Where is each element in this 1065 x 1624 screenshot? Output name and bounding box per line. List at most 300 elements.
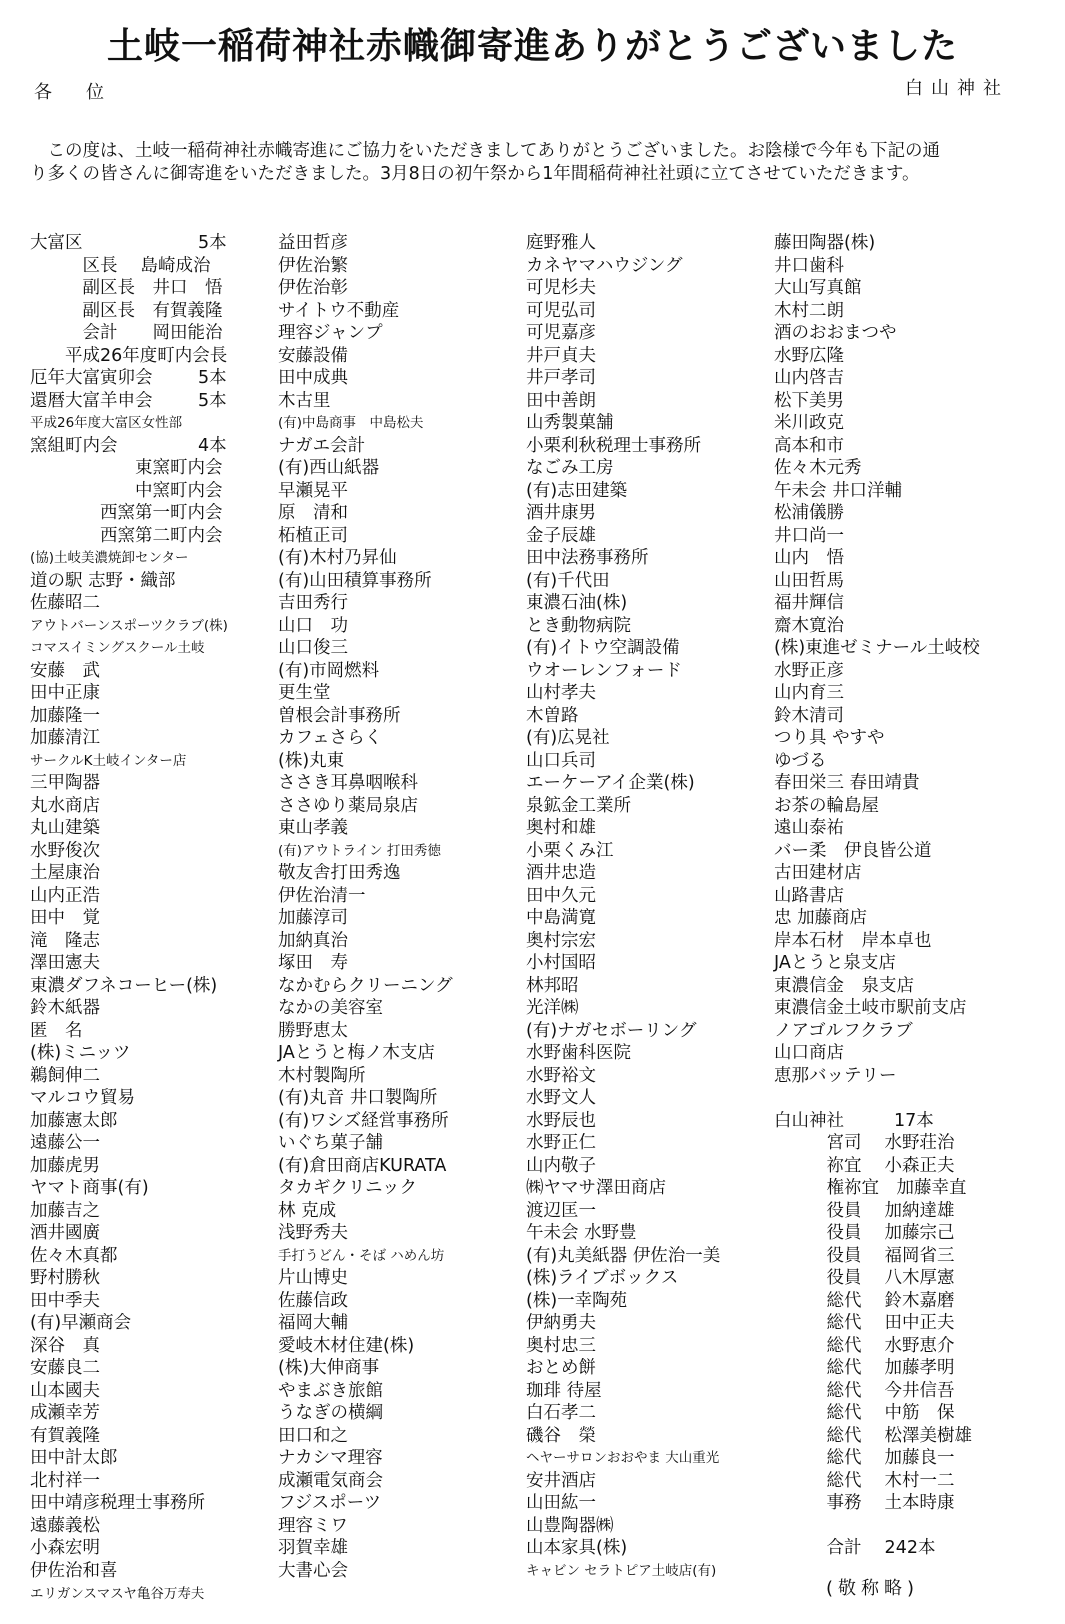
donor-name: 総代 今井信吾: [774, 1380, 955, 1401]
donor-name: なかむらクリーニング: [278, 975, 453, 996]
donor-entry: [278, 570, 518, 593]
donor-name: 区長 島崎成治: [30, 255, 211, 276]
donor-name: 林 克成: [278, 1200, 337, 1221]
donor-entry: [278, 412, 518, 435]
donor-entry: [774, 480, 1034, 503]
donor-name: 山豊陶器㈱: [526, 1515, 614, 1536]
donor-entry: [774, 547, 1034, 570]
donor-name: 東濃石油(株): [526, 593, 628, 613]
donor-entry: [526, 300, 766, 323]
donor-name: なかの美容室: [278, 998, 383, 1018]
donor-entry: [526, 1447, 766, 1470]
donor-name: 厄年大富寅卯会: [30, 368, 153, 388]
donor-name: 庭野雅人: [526, 233, 596, 253]
banner-count: 5本: [198, 233, 227, 253]
donor-name: 中島満寛: [526, 908, 596, 928]
donor-entry: [526, 862, 766, 885]
donor-entry: [526, 232, 766, 255]
donor-entry: [30, 1470, 260, 1493]
banner-count: 5本: [198, 390, 227, 411]
donor-column-4: [774, 232, 1034, 1560]
donor-name: 浅野秀夫: [278, 1223, 348, 1243]
donor-entry: [526, 1087, 766, 1110]
donor-entry: [526, 390, 766, 413]
donor-name: 木村二朗: [774, 300, 844, 321]
donor-name: 役員 福岡省三: [774, 1245, 955, 1266]
donor-entry: [774, 1087, 1034, 1110]
donor-name: 中窯町内会: [30, 480, 223, 501]
donor-entry: [526, 277, 766, 300]
donor-name: 東山孝義: [278, 818, 348, 838]
donor-entry: [526, 615, 766, 638]
donor-name: タカギクリニック: [278, 1178, 417, 1198]
donor-entry: [278, 885, 518, 908]
donor-name: 午未会 井口洋輔: [774, 480, 903, 501]
donor-entry: [30, 1222, 260, 1245]
donor-name: (株)大伸商事: [278, 1358, 380, 1378]
donor-entry: [278, 1380, 518, 1403]
donor-entry: [526, 1560, 766, 1583]
donor-name: 伊納勇夫: [526, 1313, 596, 1333]
donor-name: 敬友舎打田秀逸: [278, 863, 401, 883]
donor-entry: [278, 1515, 518, 1538]
donor-name: 岸本石材 岸本卓也: [774, 930, 932, 951]
donor-name: 山本家具(株): [526, 1538, 628, 1558]
donor-name: 山田紘一: [526, 1493, 596, 1513]
donor-entry: [526, 1492, 766, 1515]
donor-name: 東窯町内会: [30, 458, 223, 478]
donor-entry: [526, 1515, 766, 1538]
donor-name: 愛岐木材住建(株): [278, 1335, 415, 1356]
donor-entry: [774, 300, 1034, 323]
donor-entry: [526, 1470, 766, 1493]
donor-entry: [774, 232, 1034, 255]
donor-entry: [278, 345, 518, 368]
donor-entry: [278, 1335, 518, 1358]
donor-name: 深谷 真: [30, 1335, 100, 1356]
donor-entry: [774, 1177, 1034, 1200]
donor-name: 山本國夫: [30, 1380, 100, 1401]
donor-entry: [774, 997, 1034, 1020]
donor-name: 還暦大富羊申会: [30, 390, 153, 411]
donor-entry: [774, 795, 1034, 818]
donor-entry: [774, 1447, 1034, 1470]
donor-entry: [278, 1155, 518, 1178]
donor-entry: [30, 1087, 260, 1110]
donor-name: 遠藤公一: [30, 1133, 100, 1153]
donor-entry: [774, 1380, 1034, 1403]
donor-entry: [30, 817, 260, 840]
donor-name: 加藤淳司: [278, 908, 348, 928]
donor-name: 柘植正司: [278, 525, 348, 546]
donor-name: 事務 土本時康: [774, 1493, 955, 1513]
donor-name: 総代 加藤良一: [774, 1448, 955, 1468]
donor-name: 水野俊次: [30, 840, 100, 861]
donor-name: (株)ミニッツ: [30, 1043, 131, 1063]
donor-entry: [30, 885, 260, 908]
donor-name: ナカシマ理容: [278, 1448, 383, 1468]
donor-name: 古田建材店: [774, 863, 862, 883]
donor-entry: [526, 930, 766, 953]
page-title: 土岐一稲荷神社赤幟御寄進ありがとうございました: [106, 26, 958, 67]
donor-name: 加藤虎男: [30, 1155, 100, 1176]
donor-name: 山村孝夫: [526, 683, 596, 703]
donor-entry: [278, 547, 518, 570]
donor-name: ノアゴルフクラブ: [774, 1020, 913, 1041]
donor-entry: [30, 1560, 260, 1583]
donor-name: うなぎの横綱: [278, 1403, 383, 1423]
donor-entry: [278, 1177, 518, 1200]
donor-entry: [278, 907, 518, 930]
donor-entry: [526, 1290, 766, 1313]
donor-entry: [30, 952, 260, 975]
donor-entry: [278, 615, 518, 638]
donor-entry: [526, 750, 766, 773]
donor-entry: [278, 1020, 518, 1043]
donor-name: 佐々木真都: [30, 1245, 118, 1266]
donor-name: 片山博史: [278, 1268, 348, 1288]
donor-entry: [774, 1515, 1034, 1538]
donor-entry: [30, 975, 260, 998]
donor-entry: [30, 1515, 260, 1538]
donor-name: やまぶき旅館: [278, 1380, 383, 1401]
donor-name: 土屋康治: [30, 863, 100, 883]
donor-entry: [774, 1335, 1034, 1358]
donor-name: 山口兵司: [526, 750, 596, 771]
donor-name: 伊佐治繁: [278, 255, 348, 276]
donor-name: 午未会 水野豊: [526, 1223, 637, 1243]
donor-entry: [278, 1447, 518, 1470]
donor-name: コマスイミングスクール土岐: [30, 640, 205, 656]
donor-name: 福井輝信: [774, 593, 844, 613]
donor-entry: [30, 1200, 260, 1223]
closing-note: (敬称略): [826, 1578, 920, 1599]
donor-entry: [774, 772, 1034, 795]
donor-name: 可児弘司: [526, 300, 596, 321]
donor-name: つり具 やすや: [774, 728, 885, 748]
donor-name: 金子辰雄: [526, 525, 596, 546]
donor-entry: [278, 975, 518, 998]
donor-entry: [30, 412, 260, 435]
donor-name: 手打うどん・そば ハめん坊: [278, 1247, 445, 1264]
donor-name: 田口和之: [278, 1425, 348, 1446]
donor-entry: [278, 502, 518, 525]
donor-entry: [278, 255, 518, 278]
donor-name: 齋木寛治: [774, 615, 844, 636]
donor-name: 山内 悟: [774, 548, 844, 568]
donor-entry: [30, 1312, 260, 1335]
donor-entry: [774, 862, 1034, 885]
donor-name: 理容ミワ: [278, 1515, 348, 1536]
donor-entry: [30, 682, 260, 705]
donor-name: 山口 功: [278, 615, 348, 636]
donor-name: 白石孝二: [526, 1403, 596, 1423]
donor-entry: [278, 1200, 518, 1223]
donor-name: 役員 加藤宗己: [774, 1223, 955, 1243]
donor-entry: [774, 840, 1034, 863]
donor-name: 安井酒店: [526, 1470, 596, 1491]
donor-name: JAとうと梅ノ木支店: [278, 1043, 435, 1063]
donor-entry: [774, 682, 1034, 705]
donor-entry: [278, 1110, 518, 1133]
donor-entry: [278, 1425, 518, 1448]
donor-entry: [278, 592, 518, 615]
intro-line: り多くの皆さんに御寄進をいただきました。3月8日の初午祭から1年間稲荷神社社頭に立てさせていただきます。: [30, 164, 920, 184]
donor-name: 山内啓吉: [774, 368, 844, 388]
donor-entry: [278, 1087, 518, 1110]
donor-entry: [30, 1357, 260, 1380]
donor-name: 田中久元: [526, 885, 596, 906]
donor-name: ナガエ会計: [278, 435, 366, 456]
donor-name: 田中善朗: [526, 390, 596, 411]
donor-name: 澤田憲夫: [30, 953, 100, 973]
donor-entry: [526, 1222, 766, 1245]
donor-entry: [774, 727, 1034, 750]
donor-name: 酒井國廣: [30, 1223, 100, 1243]
donor-entry: [526, 727, 766, 750]
donor-entry: [774, 885, 1034, 908]
donor-entry: [278, 1222, 518, 1245]
donor-entry: [278, 705, 518, 728]
donor-name: 羽賀幸雄: [278, 1538, 348, 1558]
donor-name: カネヤマハウジング: [526, 255, 683, 276]
donor-name: 松浦儀勝: [774, 503, 844, 523]
banner-count: 5本: [198, 368, 227, 388]
donor-entry: [774, 1470, 1034, 1493]
donor-entry: [774, 1312, 1034, 1335]
donor-name: 珈琲 待屋: [526, 1380, 602, 1401]
donor-entry: [30, 502, 260, 525]
donor-name: ヤマト商事(有): [30, 1178, 149, 1198]
donor-entry: [526, 1200, 766, 1223]
donor-name: 吉田秀行: [278, 593, 348, 613]
donor-entry: [774, 390, 1034, 413]
donor-name: おとめ餅: [526, 1358, 596, 1378]
donor-entry: [30, 615, 260, 638]
donor-entry: [30, 1245, 260, 1268]
donor-name: 小栗くみ江: [526, 840, 614, 861]
donor-name: バー柔 伊良皆公道: [774, 840, 932, 861]
donor-entry: [526, 412, 766, 435]
donor-entry: [774, 1110, 1034, 1133]
donor-name: (有)志田建築: [526, 480, 628, 501]
donor-name: 水野正仁: [526, 1133, 596, 1153]
donor-name: 高本和市: [774, 435, 844, 456]
donor-entry: [30, 1020, 260, 1043]
donor-name: 平成26年度大富区女性部: [30, 415, 183, 431]
donor-name: 山口商店: [774, 1043, 844, 1063]
donor-name: 遠藤義松: [30, 1515, 100, 1536]
donor-entry: [774, 592, 1034, 615]
donor-entry: [526, 1110, 766, 1133]
donor-name: 可児杉夫: [526, 278, 596, 298]
donor-name: 米川政克: [774, 413, 844, 433]
donor-name: いぐち菓子舗: [278, 1133, 383, 1153]
donor-name: (有)中島商事 中島松夫: [278, 415, 424, 431]
donor-entry: [526, 1335, 766, 1358]
donor-name: 総代 加藤孝明: [774, 1358, 955, 1378]
donor-entry: [30, 367, 260, 390]
donor-entry: [774, 277, 1034, 300]
donor-entry: [30, 547, 260, 570]
donor-entry: [774, 1200, 1034, 1223]
sender-name: 白山神社: [905, 78, 1009, 99]
donor-entry: [30, 1042, 260, 1065]
donor-entry: [30, 255, 260, 278]
donor-entry: [774, 975, 1034, 998]
donor-entry: [278, 1312, 518, 1335]
donor-name: ささゆり薬局泉店: [278, 795, 418, 816]
donor-name: 水野文人: [526, 1088, 596, 1108]
donor-name: 奥村宗宏: [526, 930, 596, 951]
donor-entry: [30, 1177, 260, 1200]
donor-entry: [774, 952, 1034, 975]
donor-name: なごみ工房: [526, 458, 614, 478]
donor-name: (有)倉田商店KURATA: [278, 1155, 447, 1176]
donor-entry: [278, 232, 518, 255]
donor-entry: [30, 997, 260, 1020]
donor-entry: [774, 570, 1034, 593]
donor-entry: [278, 435, 518, 458]
donor-entry: [774, 817, 1034, 840]
donor-entry: [774, 660, 1034, 683]
donor-entry: [278, 322, 518, 345]
donor-name: 山口俊三: [278, 638, 348, 658]
donor-name: (協)土岐美濃焼卸センター: [30, 550, 189, 566]
donor-entry: [526, 322, 766, 345]
donor-entry: [526, 502, 766, 525]
donor-name: 山内正浩: [30, 885, 100, 906]
donor-name: 安藤設備: [278, 345, 348, 366]
donor-name: (株)東進ゼミナール土岐校: [774, 638, 980, 658]
donor-name: 道の駅 志野・織部: [30, 570, 176, 591]
donor-entry: [278, 772, 518, 795]
donor-name: 勝野恵太: [278, 1020, 348, 1041]
donor-entry: [278, 727, 518, 750]
donor-name: 田中正康: [30, 683, 100, 703]
donor-name: 西窯第二町内会: [30, 525, 223, 546]
donor-name: 渡辺匡一: [526, 1200, 596, 1221]
donor-name: (有)ナガセボーリング: [526, 1020, 697, 1041]
donor-name: 酒井忠造: [526, 863, 596, 883]
donor-entry: [774, 525, 1034, 548]
donor-name: 有賀義隆: [30, 1425, 100, 1446]
donor-name: 佐藤昭二: [30, 593, 100, 613]
donor-name: 加藤隆一: [30, 705, 100, 726]
donor-entry: [30, 1447, 260, 1470]
donor-entry: [30, 300, 260, 323]
donor-entry: [774, 502, 1034, 525]
donor-name: 東濃ダフネコーヒー(株): [30, 975, 218, 996]
donor-entry: [526, 1425, 766, 1448]
donor-entry: [526, 1312, 766, 1335]
donor-entry: [30, 592, 260, 615]
donor-name: 木曽路: [526, 705, 579, 726]
donor-entry: [30, 1537, 260, 1560]
donor-name: 田中計太郎: [30, 1448, 118, 1468]
donor-entry: [278, 750, 518, 773]
donor-name: 鈴木紙器: [30, 998, 100, 1018]
donor-name: キャビン セラトピア土岐店(有): [526, 1562, 717, 1579]
donor-entry: [30, 1132, 260, 1155]
donor-entry: [278, 1357, 518, 1380]
donor-entry: [30, 705, 260, 728]
donor-entry: [278, 817, 518, 840]
donor-name: 副区長 井口 悟: [30, 278, 223, 298]
donor-entry: [526, 1380, 766, 1403]
donor-entry: [30, 1492, 260, 1515]
intro-paragraph: [30, 140, 1040, 186]
donor-name: 丸山建築: [30, 818, 100, 838]
donor-entry: [30, 1155, 260, 1178]
donor-name: 滝 隆志: [30, 930, 100, 951]
donor-name: 更生堂: [278, 683, 331, 703]
donor-name: (有)早瀬商会: [30, 1313, 132, 1333]
donor-entry: [30, 772, 260, 795]
donor-entry: [774, 457, 1034, 480]
donor-entry: [774, 255, 1034, 278]
donor-entry: [30, 1425, 260, 1448]
donor-name: 総代 木村一二: [774, 1470, 955, 1491]
donor-name: 山内育三: [774, 683, 844, 703]
donor-entry: [526, 1357, 766, 1380]
donor-name: 総代 鈴木嘉磨: [774, 1290, 955, 1311]
donor-entry: [526, 367, 766, 390]
donor-name: アウトバーンスポーツクラブ(株): [30, 617, 228, 634]
donor-name: 丸水商店: [30, 795, 100, 816]
donor-name: 西窯第一町内会: [30, 503, 223, 523]
donor-name: 可児嘉彦: [526, 323, 596, 343]
donor-name: 伊佐治和喜: [30, 1560, 118, 1581]
donor-name: 窯組町内会: [30, 435, 118, 456]
donor-entry: [774, 367, 1034, 390]
donor-entry: [774, 1425, 1034, 1448]
donor-entry: [526, 1402, 766, 1425]
donor-entry: [526, 1132, 766, 1155]
donor-entry: [526, 1537, 766, 1560]
donor-entry: [278, 390, 518, 413]
donor-name: 山内敬子: [526, 1155, 596, 1176]
donor-entry: [30, 840, 260, 863]
donor-name: 役員 加納達雄: [774, 1200, 955, 1221]
donor-entry: [278, 952, 518, 975]
donor-name: 総代 水野恵介: [774, 1335, 955, 1356]
donor-entry: [30, 457, 260, 480]
donor-entry: [526, 637, 766, 660]
donor-entry: [526, 682, 766, 705]
banner-count: 4本: [198, 435, 227, 456]
donor-entry: [526, 660, 766, 683]
donor-entry: [774, 1402, 1034, 1425]
donor-entry: [278, 1245, 518, 1268]
donor-name: 曽根会計事務所: [278, 705, 401, 726]
donor-name: 総代 松澤美樹雄: [774, 1425, 973, 1446]
donor-name: 加納真治: [278, 930, 348, 951]
donor-name: (有)西山紙器: [278, 458, 380, 478]
donor-name: 井口歯科: [774, 255, 844, 276]
donor-entry: [278, 480, 518, 503]
donor-entry: [526, 952, 766, 975]
donor-entry: [30, 277, 260, 300]
donor-entry: [30, 660, 260, 683]
donor-name: 総代 中筋 保: [774, 1403, 955, 1423]
donor-name: (有)市岡燃料: [278, 660, 380, 681]
donor-entry: [278, 1492, 518, 1515]
donor-entry: [774, 1020, 1034, 1043]
donor-entry: [526, 997, 766, 1020]
donor-entry: [30, 1110, 260, 1133]
donor-name: 遠山泰祐: [774, 818, 844, 838]
